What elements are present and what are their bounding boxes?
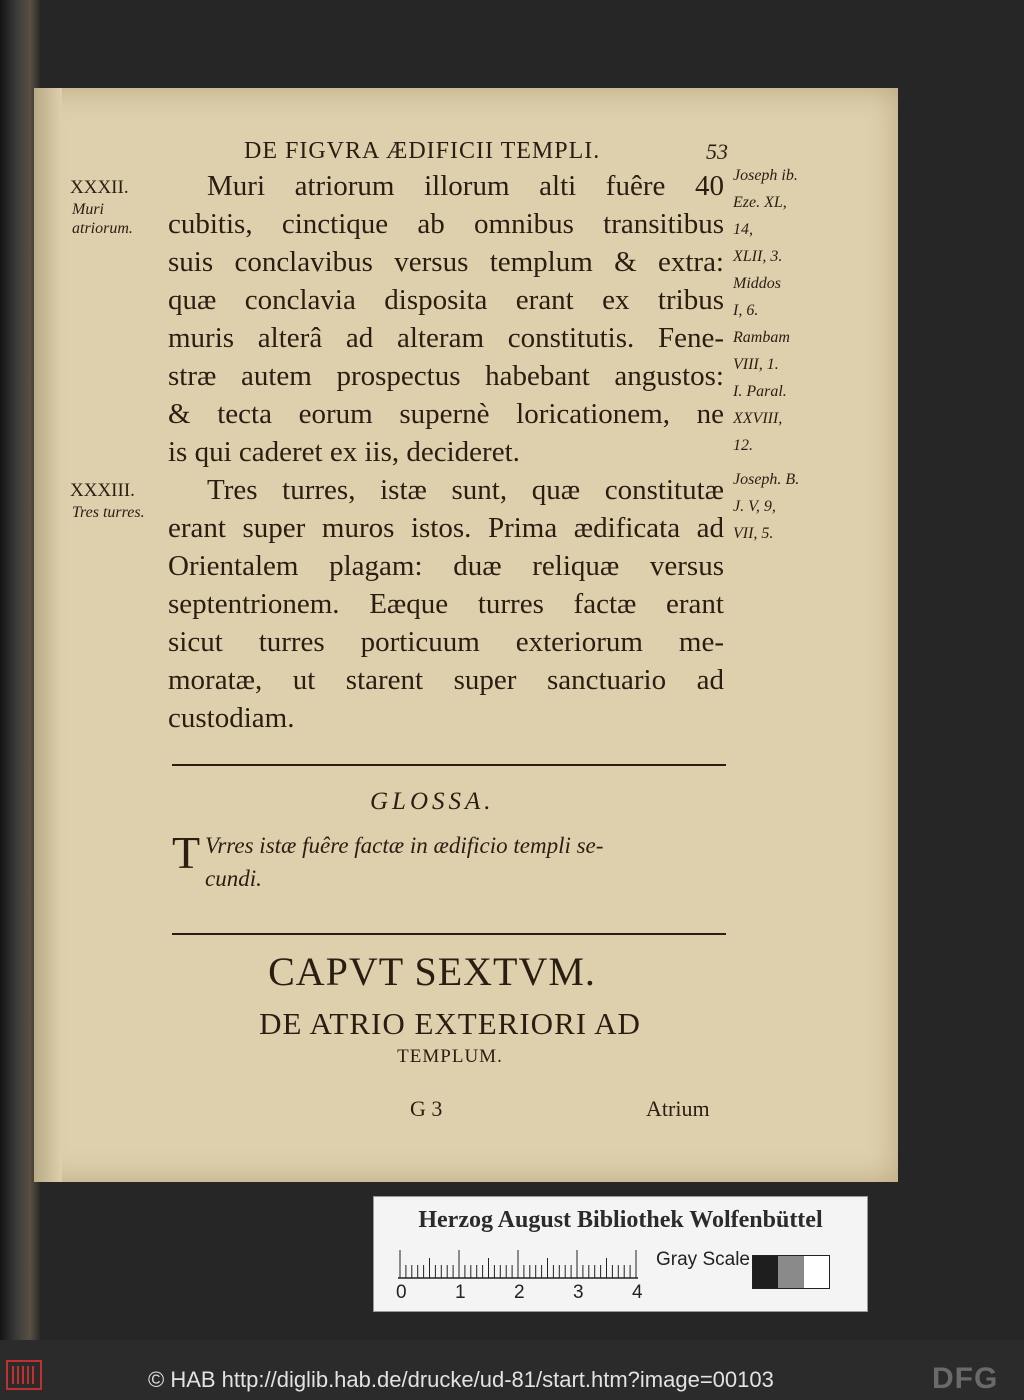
text-line: stræ autem prospectus habebant angustos: [168, 360, 724, 392]
text-line: sicut turres porticuum exteriorum me- [168, 626, 724, 658]
text-line: & tecta eorum supernè loricationem, ne [168, 398, 724, 430]
text-line: Muri atriorum illorum alti fuêre 40 [207, 170, 724, 202]
ruler-label: 1 [455, 1282, 466, 1303]
margin-reference: Joseph ib. Eze. XL, 14, XLII, 3. Middos I, 6. Rambam VIII, 1. I. Paral. XXVIII, 12. [733, 167, 798, 454]
gray-swatch-dark [753, 1256, 778, 1288]
glossa-text: Vrres istæ fuêre factæ in ædificio templi se- [205, 833, 604, 858]
copyright-link[interactable]: © HAB http://diglib.hab.de/drucke/ud-81/start.htm?image=00103 [148, 1367, 774, 1392]
running-head: DE FIGVRA ÆDIFICII TEMPLI. [244, 138, 601, 164]
ruler-label: 3 [573, 1282, 584, 1303]
chapter-title: CAPVT SEXTVM. [268, 949, 596, 994]
section-marginal-note: Muri atriorum. [72, 201, 133, 237]
section-number: XXXIII. [70, 480, 135, 501]
card-title: Herzog August Bibliothek Wolfenbüttel [418, 1207, 823, 1233]
text-line: suis conclavibus versus templum & extra: [168, 246, 724, 278]
section-number: XXXII. [70, 177, 129, 198]
page-gutter-shadow [34, 88, 62, 1182]
divider-rule [172, 933, 726, 935]
text-line: Tres turres, istæ sunt, quæ constitutæ [207, 474, 724, 506]
text-line: custodiam. [168, 702, 295, 734]
glossa-initial: T [172, 827, 201, 878]
ruler-label: 2 [514, 1282, 525, 1303]
calibration-card [373, 1196, 868, 1312]
library-logo-icon [6, 1360, 42, 1390]
text-line: septentrionem. Eæque turres factæ erant [168, 588, 724, 620]
ruler-label: 0 [396, 1282, 407, 1303]
section-marginal-note: Tres turres. [72, 504, 145, 521]
chapter-subtitle: DE ATRIO EXTERIORI AD [259, 1006, 641, 1041]
margin-reference: Joseph. B. J. V, 9, VII, 5. [733, 471, 800, 542]
catchword: Atrium [646, 1096, 710, 1121]
gray-swatch-mid [778, 1256, 803, 1288]
divider-rule [172, 764, 726, 766]
gray-swatch-light [804, 1256, 829, 1288]
ruler-label: 4 [632, 1282, 643, 1303]
text-line: quæ conclavia disposita erant ex tribus [168, 284, 724, 316]
text-line: Orientalem plagam: duæ reliquæ versus [168, 550, 724, 582]
gray-scale-swatches [752, 1255, 830, 1289]
text-line: muris alterâ ad alteram constitutis. Fene- [168, 322, 724, 354]
text-line: moratæ, ut starent super sanctuario ad [168, 664, 724, 696]
page-number: 53 [706, 139, 728, 164]
text-line: cubitis, cinctique ab omnibus transitibus [168, 208, 724, 240]
text-line: is qui caderet ex iis, decideret. [168, 436, 520, 468]
signature-mark: G 3 [410, 1096, 443, 1121]
ruler-scale [398, 1249, 638, 1279]
gray-scale-label: Gray Scale [656, 1249, 750, 1270]
glossa-title: GLOSSA. [370, 788, 495, 815]
chapter-subtitle-2: TEMPLUM. [397, 1046, 503, 1067]
glossa-text: cundi. [205, 866, 262, 891]
text-line: erant super muros istos. Prima ædificata ad [168, 512, 724, 544]
dfg-logo: DFG [932, 1362, 999, 1395]
